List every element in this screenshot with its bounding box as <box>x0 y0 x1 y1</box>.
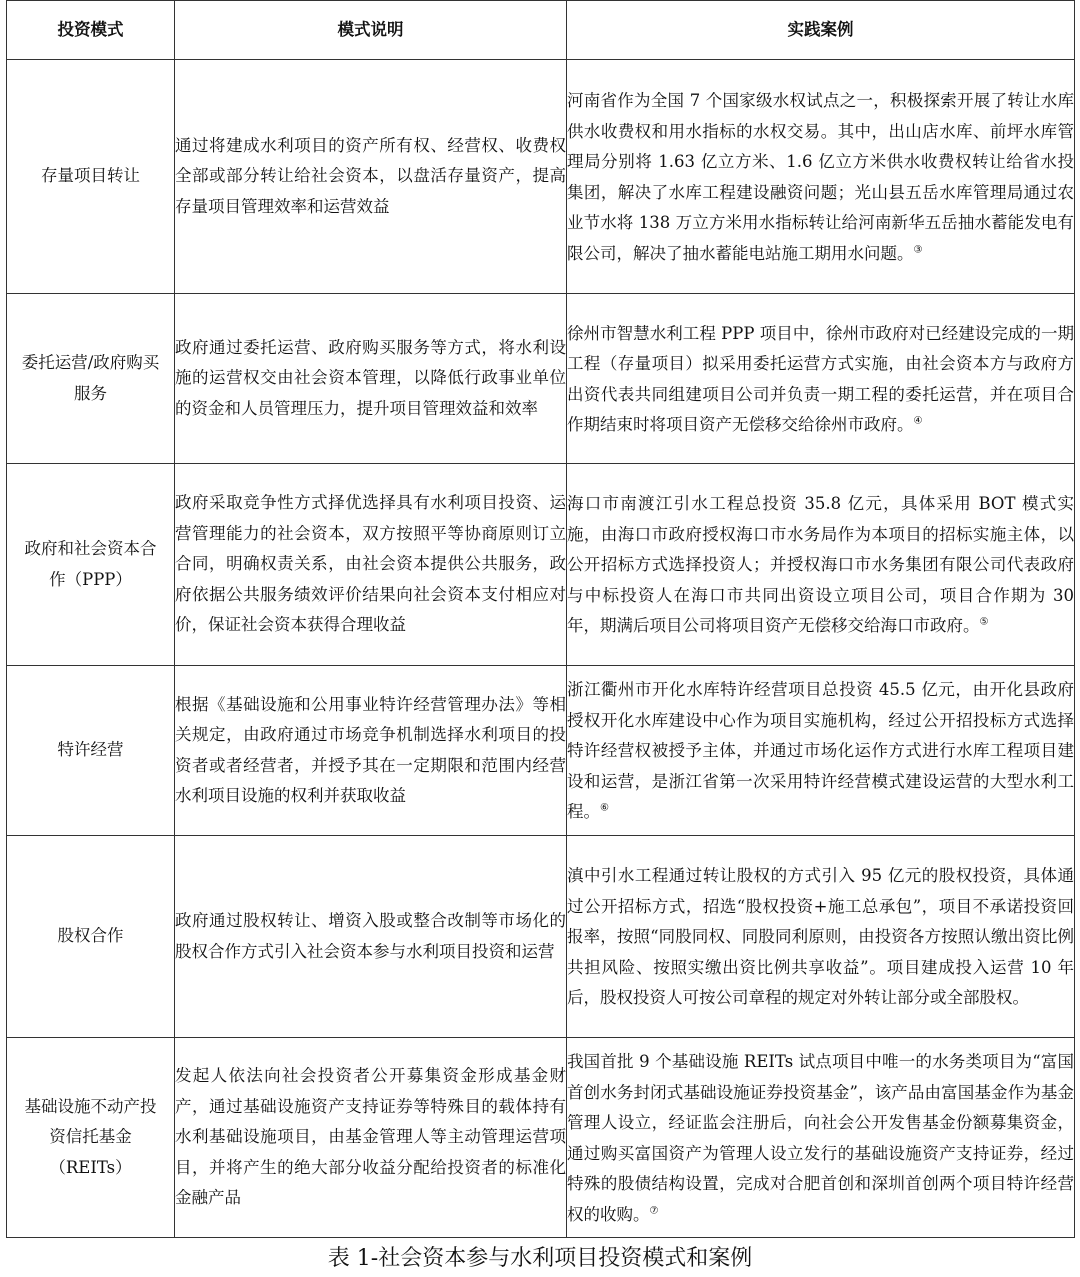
footnote-marker: ⑤ <box>979 616 989 628</box>
table-header-row <box>7 1 1075 60</box>
description-cell: 政府采取竞争性方式择优选择具有水利项目投资、运营管理能力的社会资本，双方按照平等协商原则订立合同，明确权责关系，由社会资本提供公共服务，政府依据公共服务绩效评价结果向社会资本支付相应对价，保证社会资本获得合理收益 <box>175 464 567 666</box>
mode-cell <box>7 294 175 464</box>
investment-modes-table <box>6 0 1075 1238</box>
footnote-marker: ⑦ <box>649 1205 659 1216</box>
description-cell: 根据《基础设施和公用事业特许经营管理办法》等相关规定，由政府通过市场竞争机制选择水利项目的投资者或者经营者，并授予其在一定期限和范围内经营水利项目设施的权利并获取收益 <box>175 666 567 836</box>
description-cell: 政府通过委托运营、政府购买服务等方式，将水利设施的运营权交由社会资本管理，以降低行政事业单位的资金和人员管理压力，提升项目管理效益和效率 <box>175 294 567 464</box>
case-text: 海口市南渡江引水工程总投资 35.8 亿元，具体采用 BOT 模式实施，由海口市政府授权海口市水务局作为本项目的招标实施主体，以公开招标方式选择投资人；并授权海口市水务集团有限公司代表政府与中标投资人在海口市共同出资设立项目公司，项目合作期为 30 年，期满后项目公司将项目资产无偿移交给海口市政府。 <box>567 494 1074 636</box>
case-text: 河南省作为全国 7 个国家级水权试点之一，积极探索开展了转让水库供水收费权和用水指标的水权交易。其中，出山店水库、前坪水库管理局分别将 1.63 亿立方米、1.6 亿立方米供水收费权转让给省水投集团，解决了水库工程建设融资问题；光山县五岳水库管理局通过农业节水将 138 万立方米用水指标转让给河南新华五岳抽水蓄能发电有限公司，解决了抽水蓄能电站施工期用水问题。 <box>567 91 1074 263</box>
table-row <box>7 294 1075 464</box>
mode-cell: 特许经营 <box>7 666 175 836</box>
case-text: 浙江衢州市开化水库特许经营项目总投资 45.5 亿元，由开化县政府授权开化水库建设中心作为项目实施机构，经过公开招投标方式选择特许经营权被授予主体，并通过市场化运作方式进行水库工程项目建设和运营，是浙江省第一次采用特许经营模式建设运营的大型水利工程。 <box>567 680 1074 822</box>
mode-cell: 存量项目转让 <box>7 60 175 294</box>
table-row <box>7 60 1075 294</box>
header-description: 模式说明 <box>175 1 567 60</box>
footnote-marker: ③ <box>913 244 923 255</box>
table-row <box>7 836 1075 1038</box>
description-cell: 政府通过股权转让、增资入股或整合改制等市场化的股权合作方式引入社会资本参与水利项目投资和运营 <box>175 836 567 1038</box>
mode-text: 委托运营/政府购买服务 <box>21 353 160 403</box>
header-case: 实践案例 <box>567 1 1075 60</box>
table-caption: 表 1-社会资本参与水利项目投资模式和案例 <box>327 1246 753 1271</box>
table-row <box>7 1038 1075 1238</box>
mode-cell <box>7 1038 175 1238</box>
description-cell: 发起人依法向社会投资者公开募集资金形成基金财产，通过基础设施资产支持证券等特殊目的载体持有水利基础设施项目，由基金管理人等主动管理运营项目，并将产生的绝大部分收益分配给投资者的标准化金融产品 <box>175 1038 567 1238</box>
case-cell <box>567 836 1075 1038</box>
case-text: 徐州市智慧水利工程 PPP 项目中，徐州市政府对已经建设完成的一期工程（存量项目）拟采用委托运营方式实施，由社会资本方与政府方出资代表共同组建项目公司并负责一期工程的委托运营，并在项目合作期结束时将项目资产无偿移交给徐州市政府。 <box>567 323 1074 434</box>
header-mode: 投资模式 <box>7 1 175 60</box>
description-cell: 通过将建成水利项目的资产所有权、经营权、收费权全部或部分转让给社会资本，以盘活存量资产，提高存量项目管理效率和运营效益 <box>175 60 567 294</box>
mode-text: 基础设施不动产投资信托基金（REITs） <box>24 1096 157 1177</box>
footnote-marker: ④ <box>913 415 923 427</box>
mode-cell <box>7 464 175 666</box>
mode-cell: 股权合作 <box>7 836 175 1038</box>
table-row <box>7 464 1075 666</box>
case-text: 滇中引水工程通过转让股权的方式引入 95 亿元的股权投资，具体通过公开招标方式，招选“股权投资+施工总承包”，项目不承诺投资回报率，按照“同股同权、同股同利原则，由投资各方按照认缴出资比例共担风险、按照实缴出资比例共享收益”。项目建成投入运营 10 年后，股权投资人可按公司章程的规定对外转让部分或全部股权。 <box>567 866 1074 1008</box>
case-cell <box>567 60 1075 294</box>
case-cell <box>567 294 1075 464</box>
table-row <box>7 666 1075 836</box>
case-text: 我国首批 9 个基础设施 REITs 试点项目中唯一的水务类项目为“富国首创水务封闭式基础设施证券投资基金”，该产品由富国基金作为基金管理人设立，经证监会注册后，向社会公开发售基金份额募集资金，通过购买富国资产为管理人设立发行的基础设施资产支持证券，经过特殊的股债结构设置，完成对合肥首创和深圳首创两个项目特许经营权的收购。 <box>567 1052 1074 1224</box>
mode-text: 政府和社会资本合作（PPP） <box>24 539 157 589</box>
footnote-marker: ⑥ <box>600 802 609 814</box>
case-cell <box>567 1038 1075 1238</box>
case-cell <box>567 464 1075 666</box>
case-cell <box>567 666 1075 836</box>
